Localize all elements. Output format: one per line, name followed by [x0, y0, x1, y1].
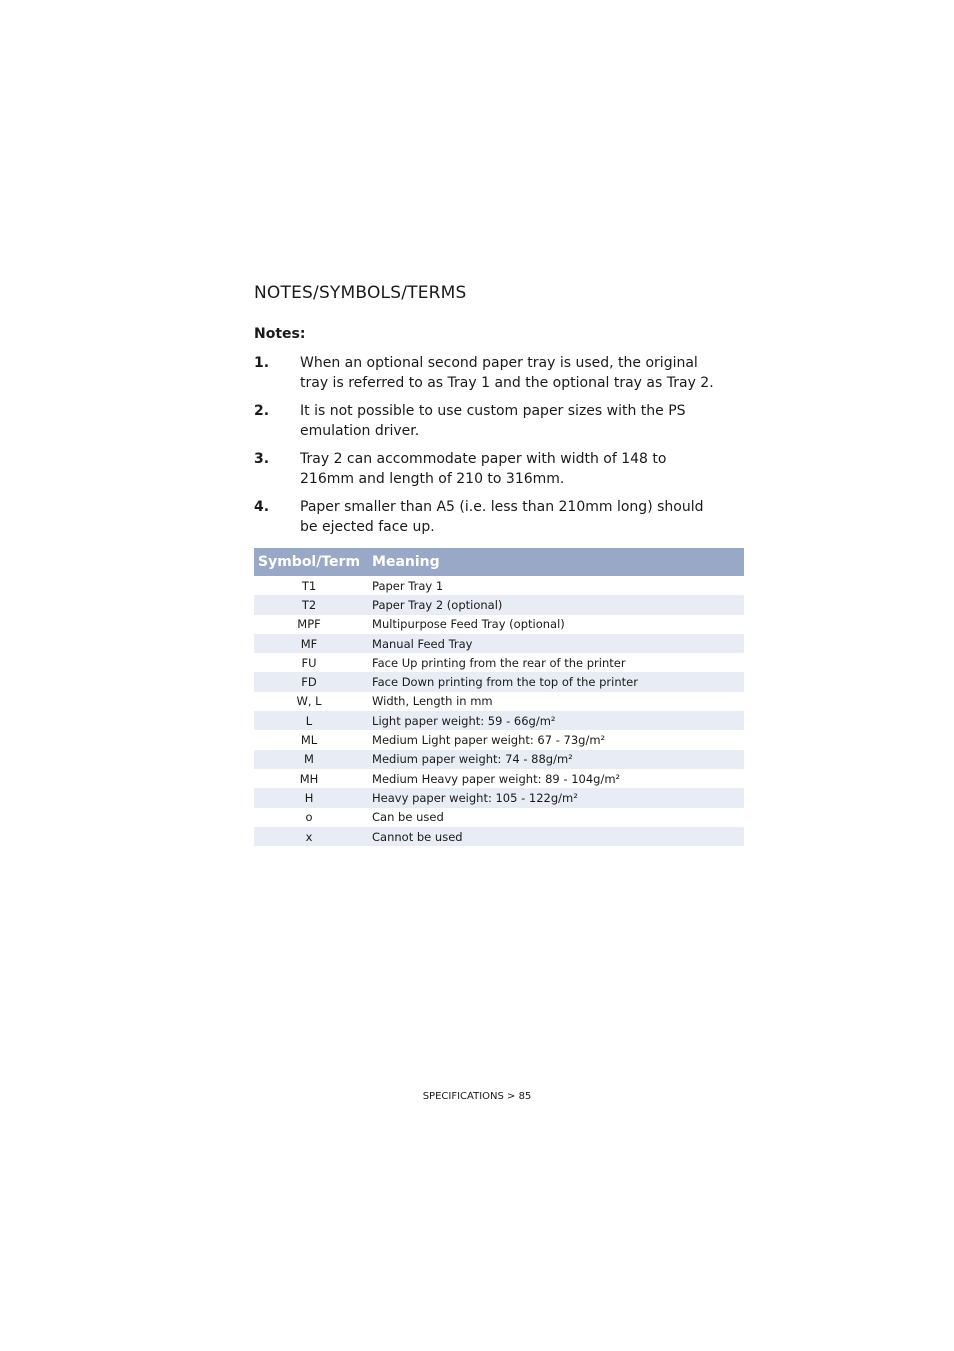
meaning-cell: Light paper weight: 59 - 66g/m² — [364, 711, 744, 730]
table-row — [254, 653, 744, 672]
symbol-cell: MF — [254, 634, 364, 653]
meaning-cell: Medium paper weight: 74 - 88g/m² — [364, 750, 744, 769]
symbols-terms-table — [254, 548, 744, 846]
table-row — [254, 730, 744, 749]
symbol-cell: MH — [299, 771, 319, 786]
symbol-cell: x — [254, 827, 364, 846]
note-item — [254, 450, 724, 489]
notes-heading: Notes: — [254, 326, 306, 342]
table-row — [254, 711, 744, 730]
table-row — [254, 672, 744, 691]
meaning-cell: Multipurpose Feed Tray (optional) — [372, 617, 565, 632]
symbol-cell: T2 — [254, 595, 364, 614]
meaning-cell: Medium Light paper weight: 67 - 73g/m² — [372, 733, 606, 748]
symbol-cell: ML — [300, 733, 318, 748]
page-footer: SPECIFICATIONS > 85 — [422, 1091, 532, 1102]
note-text: Paper smaller than A5 (i.e. less than 210mm long) should be ejected face up. — [300, 499, 704, 535]
table-row — [254, 788, 744, 807]
note-number: 3. — [254, 451, 270, 467]
note-text: It is not possible to use custom paper sizes with the PS emulation driver. — [300, 403, 686, 439]
symbol-cell: MPF — [297, 617, 321, 632]
symbol-cell: H — [254, 788, 364, 807]
table-row — [254, 808, 744, 827]
column-header-meaning: Meaning — [364, 548, 744, 576]
meaning-cell: Medium Heavy paper weight: 89 - 104g/m² — [372, 771, 621, 786]
table-row — [254, 576, 744, 595]
table-row — [254, 595, 744, 614]
note-number: 4. — [254, 499, 270, 515]
meaning-cell: Manual Feed Tray — [364, 634, 744, 653]
table-row — [254, 692, 744, 711]
table-row — [254, 750, 744, 769]
note-item — [254, 498, 724, 537]
note-item — [254, 354, 724, 393]
note-text: When an optional second paper tray is used, the original tray is referred to as Tray 1 and the optional tray as Tray 2. — [300, 355, 714, 391]
symbol-cell: FU — [301, 655, 317, 670]
table-header-row — [254, 548, 744, 576]
meaning-cell: Paper Tray 1 — [372, 578, 444, 593]
table-row — [254, 634, 744, 653]
symbol-cell: W, L — [296, 694, 322, 709]
table-row — [254, 769, 744, 788]
symbol-cell: FD — [254, 672, 364, 691]
note-item — [254, 402, 724, 441]
symbol-cell: T1 — [301, 578, 317, 593]
meaning-cell: Can be used — [372, 810, 444, 825]
symbol-cell: o — [305, 810, 313, 825]
meaning-cell: Face Up printing from the rear of the printer — [372, 655, 626, 670]
note-number: 1. — [254, 355, 270, 371]
symbol-cell: M — [254, 750, 364, 769]
table-row — [254, 827, 744, 846]
section-title: NOTES/SYMBOLS/TERMS — [254, 283, 467, 303]
meaning-cell: Width, Length in mm — [372, 694, 493, 709]
symbol-cell: L — [254, 711, 364, 730]
meaning-cell: Paper Tray 2 (optional) — [364, 595, 744, 614]
note-text: Tray 2 can accommodate paper with width of 148 to 216mm and length of 210 to 316mm. — [300, 451, 667, 487]
table-row — [254, 615, 744, 634]
meaning-cell: Cannot be used — [364, 827, 744, 846]
column-header-symbol: Symbol/Term — [254, 548, 364, 576]
meaning-cell: Face Down printing from the top of the printer — [364, 672, 744, 691]
meaning-cell: Heavy paper weight: 105 - 122g/m² — [364, 788, 744, 807]
notes-list — [254, 354, 724, 546]
note-number: 2. — [254, 403, 270, 419]
